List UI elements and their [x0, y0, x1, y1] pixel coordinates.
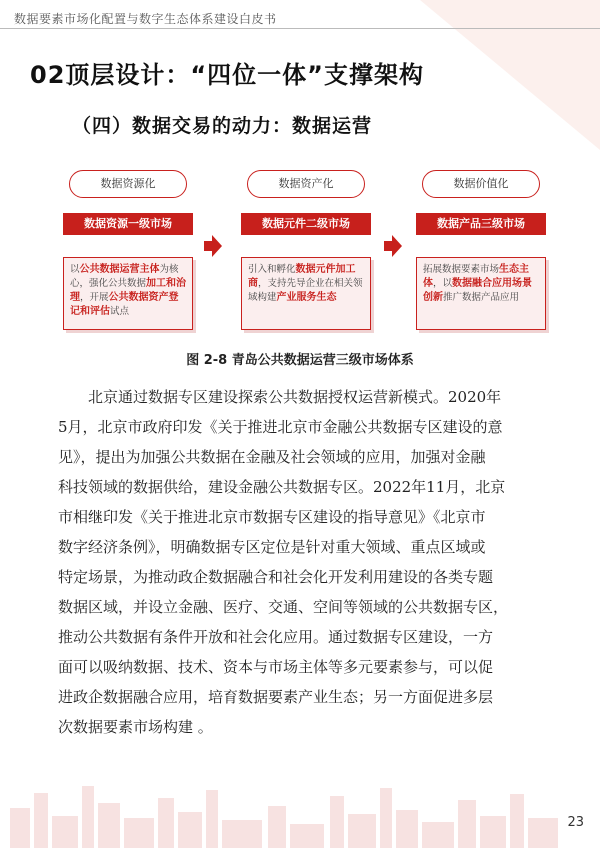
subsection-title: （四）数据交易的动力：数据运营 — [72, 115, 373, 137]
body-line: 5月，北京市政府印发《关于推进北京市金融公共数据专区建设的意 — [58, 418, 503, 436]
body-line: 科技领域的数据供给，建设金融公共数据专区。2022年11月，北京 — [58, 478, 506, 496]
description-text: ，以 — [433, 278, 453, 289]
highlighted-term: 数据融合应用场景创新 — [423, 278, 533, 303]
arrow-right-icon — [204, 235, 222, 257]
tier-description — [416, 257, 546, 330]
header-divider — [0, 28, 600, 29]
stage-oval: 数据资产化 — [247, 170, 365, 198]
three-tier-market-figure — [58, 170, 548, 350]
body-line: 面可以吸纳数据、技术、资本与市场主体等多元要素参与，可以促 — [58, 658, 494, 676]
stage-oval: 数据价值化 — [422, 170, 540, 198]
highlighted-term: 加工和治理 — [70, 278, 187, 303]
body-line: 北京通过数据专区建设探索公共数据授权运营新模式。2020年 — [88, 388, 502, 406]
body-line: 见》，提出为加强公共数据在金融及社会领域的应用，加强对金融 — [58, 448, 486, 466]
highlighted-term: 生态主体 — [423, 264, 530, 289]
header-corner-decoration — [420, 0, 600, 150]
body-line: 进政企数据融合应用，培育数据要素产业生态；另一方面促进多层 — [58, 688, 494, 706]
arrow-right-icon — [384, 235, 402, 257]
body-line: 特定场景，为推动政企数据融合和社会化开发利用建设的各类专题 — [58, 568, 494, 586]
market-tier-bar: 数据产品三级市场 — [416, 213, 546, 235]
body-paragraph — [58, 382, 558, 742]
figure-column-primary — [63, 170, 193, 330]
market-tier-bar: 数据元件二级市场 — [241, 213, 371, 235]
figure-column-tertiary — [416, 170, 546, 330]
page-header: 数据要素市场化配置与数字生态体系建设白皮书 — [14, 12, 277, 26]
highlighted-term: 公共数据运营主体 — [79, 264, 160, 275]
description-text: 引入和孵化 — [248, 264, 296, 275]
description-text: 试点 — [110, 306, 130, 317]
body-line: 数字经济条例》，明确数据专区定位是针对重大领域、重点区域或 — [58, 538, 486, 556]
body-line: 次数据要素市场构建 。 — [58, 718, 213, 736]
section-title: 02顶层设计：“四位一体”支撑架构 — [30, 61, 424, 89]
tier-description — [63, 257, 193, 330]
tier-description — [241, 257, 371, 330]
description-text: ，支持先导企业在相关领域构建 — [248, 278, 363, 303]
description-text: 以 — [70, 264, 80, 275]
body-line: 数据区域，并设立金融、医疗、交通、空间等领域的公共数据专区， — [58, 598, 509, 616]
description-text: 推广数据产品应用 — [443, 292, 520, 303]
figure-caption: 图 2-8 青岛公共数据运营三级市场体系 — [186, 353, 414, 368]
city-skyline-decoration — [0, 768, 600, 848]
highlighted-term: 公共数据资产登记和评估 — [70, 292, 179, 317]
description-text: 为核心，强化公共数据 — [70, 264, 179, 289]
description-text: ，开展 — [80, 292, 109, 303]
description-text: 拓展数据要素市场 — [423, 264, 500, 275]
body-line: 市相继印发《关于推进北京市数据专区建设的指导意见》《北京市 — [58, 508, 486, 526]
body-line: 推动公共数据有条件开放和社会化应用。通过数据专区建设，一方 — [58, 628, 494, 646]
stage-oval: 数据资源化 — [69, 170, 187, 198]
highlighted-term: 数据元件加工商 — [248, 264, 356, 289]
page-number: 23 — [567, 815, 584, 830]
highlighted-term: 产业服务生态 — [276, 292, 337, 303]
market-tier-bar: 数据资源一级市场 — [63, 213, 193, 235]
figure-column-secondary — [241, 170, 371, 330]
